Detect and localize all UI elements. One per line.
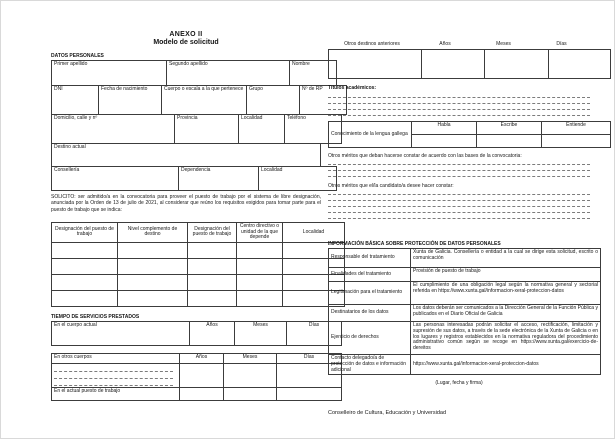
field-lengua-gallega: Conocimiento de la lengua gallega xyxy=(329,122,412,148)
fill-in-line xyxy=(54,379,173,386)
field-dni: DNI xyxy=(52,86,99,115)
datos-personales-table-row3 xyxy=(51,114,342,144)
col-meses: Meses xyxy=(235,322,287,346)
field-segundo-apellido: Segundo apellido xyxy=(167,61,290,86)
field-primer-apellido: Primer apellido xyxy=(52,61,167,86)
fill-in-line xyxy=(328,171,590,177)
input-cell xyxy=(485,50,549,79)
input-cell xyxy=(118,259,188,275)
col-entiende: Entiende xyxy=(542,122,611,135)
field-telefono: Teléfono xyxy=(285,115,342,144)
pd-value: Las personas interesadas podrán solicitar el acceso, rectificación, limitación y supresión de sus datos, a través de la sede electrónica de la Xunta de Galicia o en los lugares y registros establecidos en la normativa reguladora del procedimiento administrativo común según se recoge en https://www.xunta.gal/exercicio-de-dereitos xyxy=(411,322,601,355)
datos-personales-table-row5 xyxy=(51,166,337,191)
otros-destinos-headers xyxy=(328,41,590,47)
datos-personales-table xyxy=(51,60,337,86)
header-otros-destinos: Otros destinos anteriores xyxy=(344,41,400,47)
fill-in-line xyxy=(54,372,173,379)
addressee-line: Conselleiro de Cultura, Educación y Universidad xyxy=(328,410,447,417)
input-cell xyxy=(118,275,188,291)
header-meses: Meses xyxy=(496,41,511,47)
puesto-trabajo-table xyxy=(51,222,345,307)
input-cell xyxy=(188,243,237,259)
puesto-header-designacion: Designación del puesto de trabajo xyxy=(52,222,118,242)
otros-cuerpos-fill-cell xyxy=(52,364,180,388)
pd-label: Finalidades del tratamiento xyxy=(329,268,411,282)
titulos-academicos-label: Títulos académicos: xyxy=(328,85,377,91)
fill-in-line xyxy=(54,365,173,372)
puesto-header-centro: Centro directivo o unidad de la que depende xyxy=(237,222,283,242)
field-localidad: Localidad xyxy=(239,115,285,144)
input-cell xyxy=(188,259,237,275)
field-nombre: Nombre xyxy=(290,61,337,86)
pd-value: El cumplimiento de una obligación legal según la normativa general y sectorial referida en https://www.xunta.gal/informacion-xeral-proteccion-datos xyxy=(411,282,601,305)
pd-label: Responsable del tratamiento xyxy=(329,249,411,268)
col-meses: Meses xyxy=(224,354,277,364)
otros-destinos-table xyxy=(328,49,611,79)
input-cell xyxy=(542,135,611,148)
field-destino-actual: Destino actual xyxy=(52,144,321,167)
datos-personales-table-row4 xyxy=(51,143,321,167)
input-cell xyxy=(52,275,118,291)
page-subtitle: Modelo de solicitud xyxy=(153,39,219,46)
field-domicilio: Domicilio, calle y nº xyxy=(52,115,175,144)
pd-value: Xunta de Galicia. Consellería o entidad a la cual se dirige esta solicitud, escrito o comunicación xyxy=(411,249,601,268)
col-anos: Años xyxy=(190,322,235,346)
field-conselleria: Consellería xyxy=(52,167,179,191)
lengua-gallega-table xyxy=(328,121,611,148)
pd-value: https://www.xunta.gal/informacion-xeral-proteccion-datos xyxy=(411,355,601,375)
input-cell xyxy=(549,50,611,79)
field-actual-puesto: En el actual puesto de trabajo xyxy=(52,388,180,401)
field-grupo: Grupo xyxy=(247,86,300,115)
cuerpo-actual-table xyxy=(51,321,342,346)
input-cell xyxy=(329,50,422,79)
pd-label: Contacto delegado/a de protección de datos e información adicional xyxy=(329,355,411,375)
input-cell xyxy=(477,135,542,148)
pd-label: Legitimación para el tratamiento xyxy=(329,282,411,305)
field-cuerpo-actual: En el cuerpo actual xyxy=(52,322,190,346)
field-fecha-nacimiento: Fecha de nacimiento xyxy=(99,86,162,115)
input-cell xyxy=(237,259,283,275)
puesto-header-localidad: Localidad xyxy=(283,222,345,242)
input-cell xyxy=(180,364,224,388)
fill-in-line xyxy=(328,110,590,116)
pd-label: Ejercicio de derechos xyxy=(329,322,411,355)
field-otros-cuerpos: En otros cuerpos xyxy=(52,354,180,364)
left-column xyxy=(51,31,325,401)
input-cell xyxy=(180,388,224,401)
meritos-bases-label: Otros méritos que deban hacerse constar de acuerdo con las bases de la convocatoria: xyxy=(328,153,522,159)
input-cell xyxy=(224,364,277,388)
input-cell xyxy=(52,291,118,307)
datos-personales-table-row2 xyxy=(51,85,347,115)
input-cell xyxy=(422,50,485,79)
col-anos: Años xyxy=(180,354,224,364)
col-dias: Días xyxy=(287,322,342,346)
input-cell xyxy=(118,243,188,259)
section-tiempo-servicios: TIEMPO DE SERVICIOS PRESTADOS xyxy=(51,314,140,320)
puesto-header-designacion-2: Designación del puesto de trabajo xyxy=(188,222,237,242)
input-cell xyxy=(118,291,188,307)
input-cell xyxy=(412,135,477,148)
header-dias: Días xyxy=(556,41,567,47)
col-habla: Habla xyxy=(412,122,477,135)
fill-in-line xyxy=(328,213,590,219)
right-column xyxy=(328,41,598,417)
input-cell xyxy=(224,388,277,401)
field-localidad-2: Localidad xyxy=(259,167,337,191)
input-cell xyxy=(237,243,283,259)
signature-note: (Lugar, fecha y firma) xyxy=(435,380,483,387)
input-cell xyxy=(52,243,118,259)
input-cell xyxy=(188,275,237,291)
input-cell xyxy=(237,275,283,291)
meritos-candidato-label: Otros méritos que el/la candidato/a desee hacer constar: xyxy=(328,183,454,189)
col-dias: Días xyxy=(277,354,342,364)
input-cell xyxy=(188,291,237,307)
pd-value: Provisión de puesto de trabajo xyxy=(411,268,601,282)
solicito-paragraph: SOLICITO: ser admitido/a en la convocatoria para proveer el puesto de trabajo por el sistema de libre designación, anunciada por la Orden de 13 de julio de 2021, al considerar que reúno los requisitos exigidos para tomar parte para el puesto de trabajo que se indica: xyxy=(51,194,321,213)
input-cell xyxy=(237,291,283,307)
field-provincia: Provincia xyxy=(175,115,239,144)
proteccion-datos-table xyxy=(328,248,601,375)
field-dependencia: Dependencia xyxy=(179,167,259,191)
header-anos: Años xyxy=(439,41,451,47)
page-title: ANEXO II xyxy=(169,31,203,38)
col-escribe: Escribe xyxy=(477,122,542,135)
section-datos-personales: DATOS PERSONALES xyxy=(51,53,104,59)
input-cell xyxy=(52,259,118,275)
field-cuerpo-escala: Cuerpo o escala a la que pertenece xyxy=(162,86,247,115)
puesto-header-nivel: Nivel complemento de destino xyxy=(118,222,188,242)
otros-cuerpos-table xyxy=(51,353,342,401)
pd-value: Los datos deberán ser comunicados a la Dirección General de la Función Pública y publicados en el Diario Oficial de Galicia xyxy=(411,305,601,322)
pd-label: Destinatarios de los datos xyxy=(329,305,411,322)
section-proteccion-datos: INFORMACIÓN BÁSICA SOBRE PROTECCIÓN DE DATOS PERSONALES xyxy=(328,241,501,247)
field-num-rp: Nº de RP xyxy=(300,86,347,115)
